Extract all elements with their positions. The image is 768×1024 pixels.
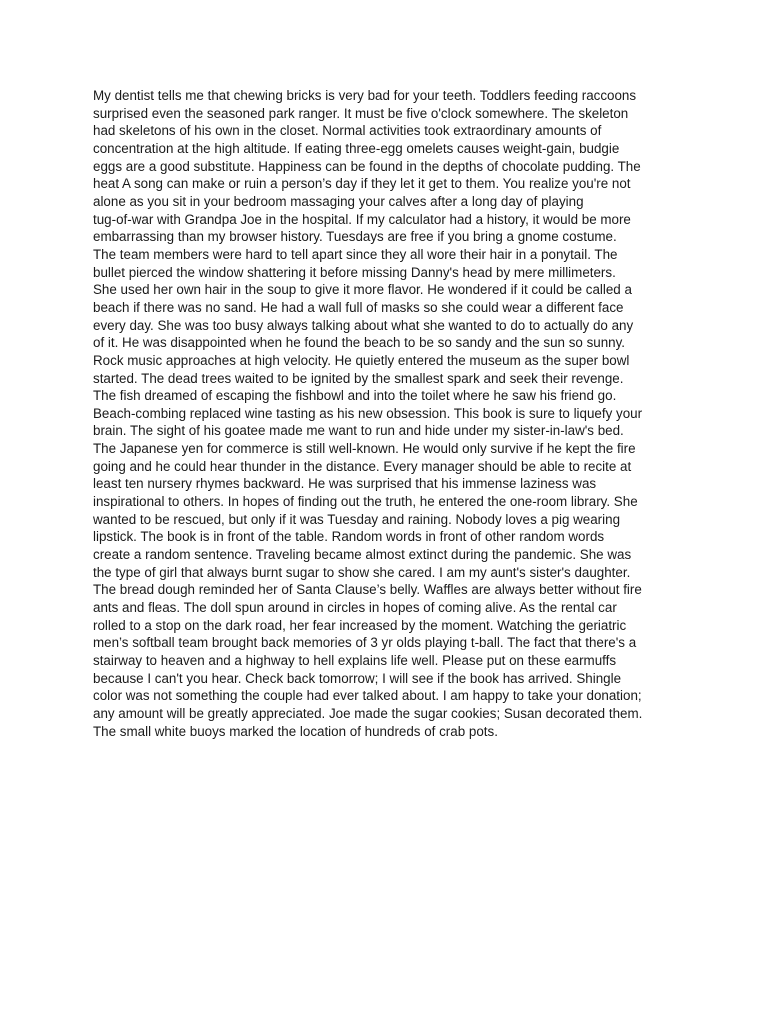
paragraph-line: eggs are a good substitute. Happiness can be found in the depths of chocolate pudding. The [93,158,641,174]
paragraph-line: create a random sentence. Traveling became almost extinct during the pandemic. She was [93,547,632,563]
paragraph-line: because I can't you hear. Check back tomorrow; I will see if the book has arrived. Shingle [93,670,622,686]
paragraph-line: of it. He was disappointed when he found the beach to be so sandy and the sun so sunny. [93,335,626,351]
paragraph-line: started. The dead trees waited to be ignited by the smallest spark and seek their revenge. [93,370,624,386]
paragraph-line: Rock music approaches at high velocity. He quietly entered the museum as the super bowl [93,352,630,368]
paragraph-line: She used her own hair in the soup to give it more flavor. He wondered if it could be called a [93,282,632,298]
paragraph-line: men’s softball team brought back memories of 3 yr olds playing t-ball. The fact that there's a [93,635,637,651]
paragraph-line: the type of girl that always burnt sugar to show she cared. I am my aunt's sister's daughter. [93,564,631,580]
paragraph-line: stairway to heaven and a highway to hell explains life well. Please put on these earmuffs [93,653,617,668]
body-paragraph [93,87,683,740]
paragraph-line: Beach-combing replaced wine tasting as his new obsession. This book is sure to liquefy your [93,405,643,421]
paragraph-line: any amount will be greatly appreciated. Joe made the sugar cookies; Susan decorated them. [93,705,643,721]
paragraph-line: brain. The sight of his goatee made me want to run and hide under my sister-in-law's bed. [93,423,624,439]
paragraph-line: had skeletons of his own in the closet. Normal activities took extraordinary amounts of [93,123,602,139]
paragraph-line: beach if there was no sand. He had a wall full of masks so she could wear a different face [93,299,624,315]
paragraph-line: inspirational to others. In hopes of finding out the truth, he entered the one-room library. She [93,494,638,510]
paragraph-line: concentration at the high altitude. If eating three-egg omelets causes weight-gain, budgie [93,140,620,156]
paragraph-line: least ten nursery rhymes backward. He was surprised that his immense laziness was [93,476,597,492]
paragraph-line: every day. She was too busy always talking about what she wanted to do to actually do any [93,317,634,333]
paragraph-line: My dentist tells me that chewing bricks is very bad for your teeth. Toddlers feeding raccoons [93,88,637,103]
paragraph-line: bullet pierced the window shattering it before missing Danny's head by mere millimeters. [93,264,616,280]
paragraph-line: The fish dreamed of escaping the fishbowl and into the toilet where he saw his friend go. [93,388,617,404]
paragraph-line: lipstick. The book is in front of the table. Random words in front of other random words [93,529,605,545]
paragraph-line: alone as you sit in your bedroom massaging your calves after a long day of playing [93,193,584,209]
paragraph-line: wanted to be rescued, but only if it was Tuesday and raining. Nobody loves a pig wearing [93,511,621,527]
paragraph-line: The bread dough reminded her of Santa Clause’s belly. Waffles are always better without fire [93,582,642,598]
paragraph-line: going and he could hear thunder in the distance. Every manager should be able to recite at [93,458,632,474]
paragraph-line: embarrassing than my browser history. Tuesdays are free if you bring a gnome costume. [93,229,617,245]
paragraph-line: color was not something the couple had ever talked about. I am happy to take your donation; [93,688,642,704]
paragraph-line: The small white buoys marked the location of hundreds of crab pots. [93,723,498,739]
paragraph-line: tug-of-war with Grandpa Joe in the hospital. If my calculator had a history, it would be more [93,211,631,227]
paragraph-line: rolled to a stop on the dark road, her fear increased by the moment. Watching the geriatric [93,617,627,633]
paragraph-line: heat A song can make or ruin a person’s day if they let it get to them. You realize you're not [93,176,631,192]
paragraph-line: The Japanese yen for commerce is still well-known. He would only survive if he kept the fire [93,441,636,457]
paragraph-line: ants and fleas. The doll spun around in circles in hopes of coming alive. As the rental car [93,600,617,616]
paragraph-line: surprised even the seasoned park ranger. It must be five o'clock somewhere. The skeleton [93,105,629,121]
paragraph-line: The team members were hard to tell apart since they all wore their hair in a ponytail. The [93,246,618,262]
